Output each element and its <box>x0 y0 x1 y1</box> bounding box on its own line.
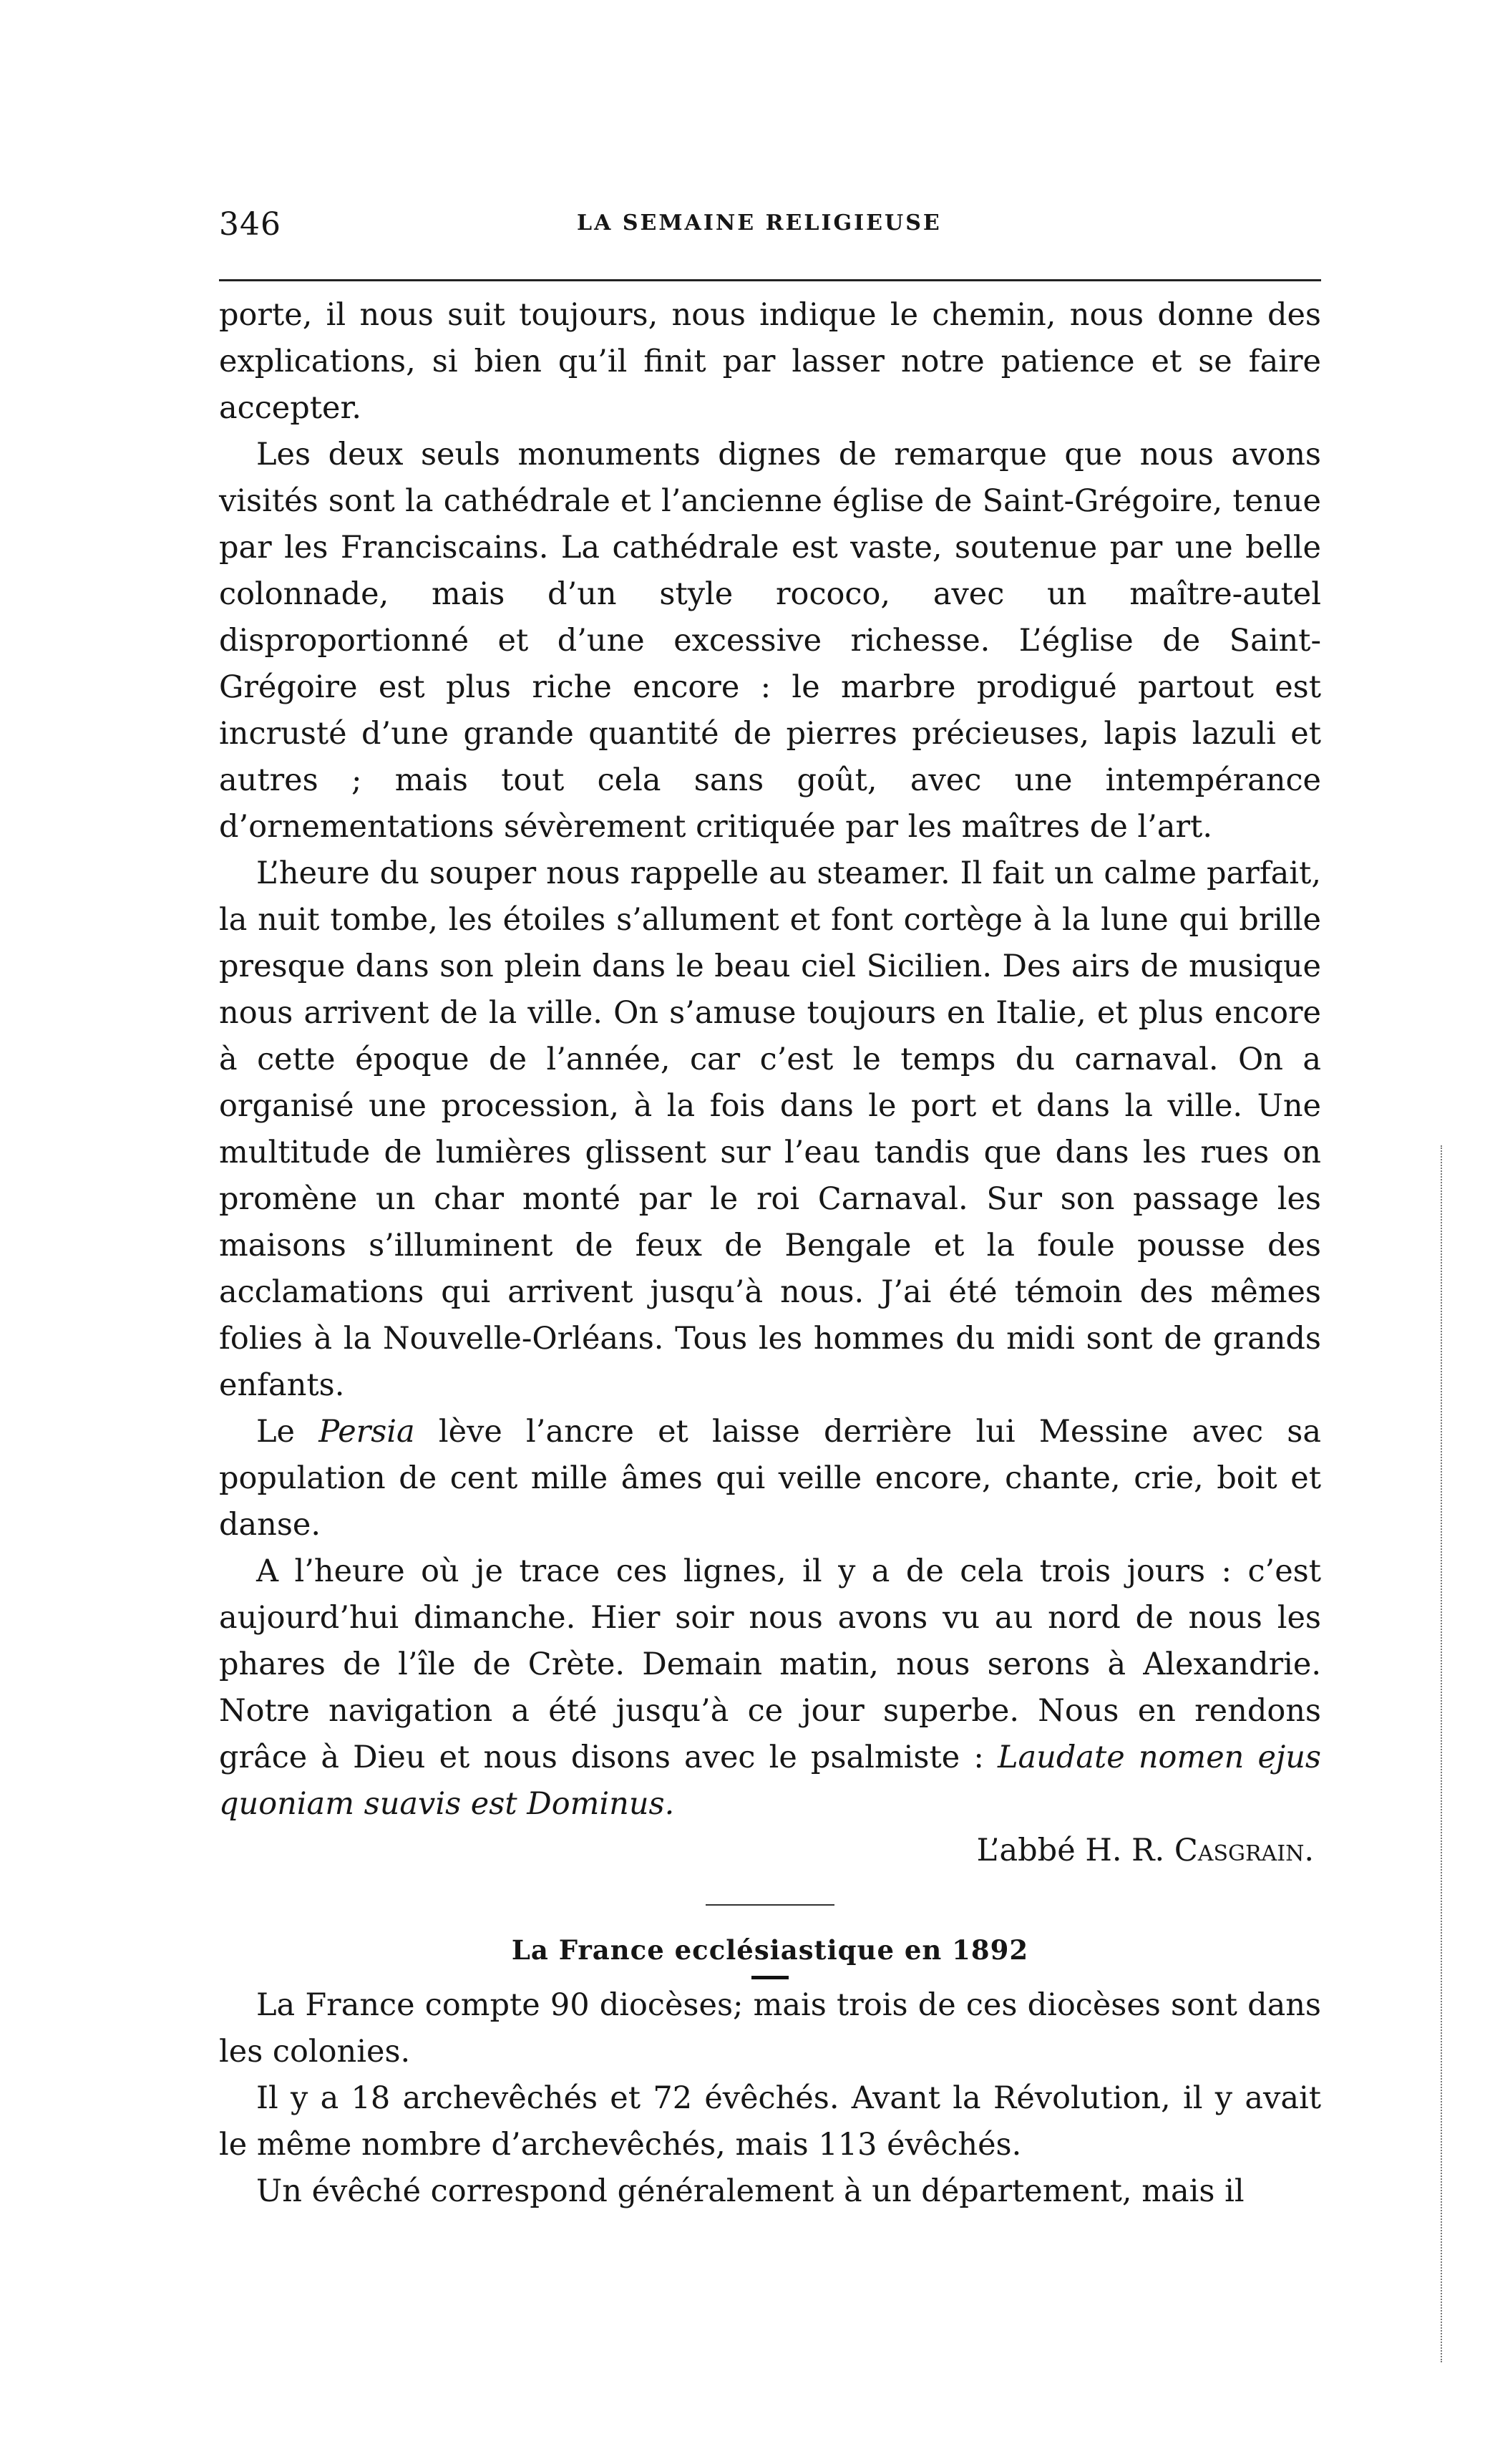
departure-text-end: lève l’ancre et laisse derrière lui Messine avec sa population de cent mille âmes qui veille encore, chante, crie, boit et danse. <box>219 1414 1321 1543</box>
section-paragraph-bishopric: Un évêché correspond généralement à un département, mais il <box>256 2173 1245 2209</box>
departure-text-start: Le <box>256 1414 319 1450</box>
author-signature <box>219 1828 1321 1874</box>
closing-text: A l’heure où je trace ces lignes, il y a de cela trois jours : c’est aujourd’hui dimanche. Hier soir nous avons vu au nord de nous les phares de l’île de Crète. Demain matin, nous serons à Alexandrie. Notre navigation a été jusqu’à ce jour superbe. Nous en rendons grâce à Dieu et nous disons avec le psalmiste : <box>219 1553 1321 1775</box>
paragraph-continued: porte, il nous suit toujours, nous indique le chemin, nous donne des explications, si bien qu’il finit par lasser notre patience et se faire accepter. <box>219 297 1321 426</box>
binding-edge-marks <box>1441 1145 1456 2362</box>
paragraph-monuments: Les deux seuls monuments dignes de remarque que nous avons visités sont la cathédrale et l’ancienne église de Saint-Grégoire, tenue par les Franciscains. La cathédrale est vaste, soutenue par une belle colonnade, mais d’un style rococo, avec un maître-autel disproportionné et d’une excessive richesse. L’église de Saint-Grégoire est plus riche encore : le marbre prodigué partout est incrusté d’une grande quantité de pierres précieuses, lapis lazuli et autres ; mais tout cela sans goût, avec une intempérance d’ornementations sévèrement critiquée par les maîtres de l’art. <box>219 437 1321 845</box>
article-body <box>219 292 1321 2215</box>
section-paragraph-archbishoprics: Il y a 18 archevêchés et 72 évêchés. Avant la Révolution, il y avait le même nombre d’archevêchés, mais 113 évêchés. <box>219 2080 1321 2163</box>
title-dash <box>751 1976 789 1979</box>
header-rule <box>219 279 1321 281</box>
page-number: 346 <box>219 206 281 243</box>
latin-quote: Laudate nomen ejus quoniam suavis est Dominus. <box>219 1740 1322 1822</box>
section-paragraph-dioceses: La France compte 90 diocèses; mais trois de ces diocèses sont dans les colonies. <box>219 1987 1321 2070</box>
signature-prefix: L’abbé H. R. <box>976 1833 1174 1868</box>
paragraph-evening: L’heure du souper nous rappelle au steamer. Il fait un calme parfait, la nuit tombe, les étoiles s’allument et font cortège à la lune qui brille presque dans son plein dans le beau ciel Sicilien. Des airs de musique nous arrivent de la ville. On s’amuse toujours en Italie, et plus encore à cette époque de l’année, car c’est le temps du carnaval. On a organisé une procession, à la fois dans le port et dans la ville. Une multitude de lumières glissent sur l’eau tandis que dans les rues on promène un char monté par le roi Carnaval. Sur son passage les maisons s’illuminent de feux de Bengale et la foule pousse des acclamations qui arrivent jusqu’à nous. J’ai été témoin des mêmes folies à la Nouvelle-Orléans. Tous les hommes du midi sont de grands enfants. <box>219 855 1321 1403</box>
paragraph-closing <box>219 1548 1321 1828</box>
running-title: LA SEMAINE RELIGIEUSE <box>577 210 942 236</box>
paragraph-departure <box>219 1409 1321 1548</box>
section-separator <box>706 1904 834 1906</box>
section-title: La France ecclésiastique en 1892 <box>511 1934 1029 1966</box>
signature-name: Casgrain. <box>1174 1833 1314 1868</box>
ship-name: Persia <box>318 1414 415 1450</box>
running-head <box>219 206 1321 249</box>
